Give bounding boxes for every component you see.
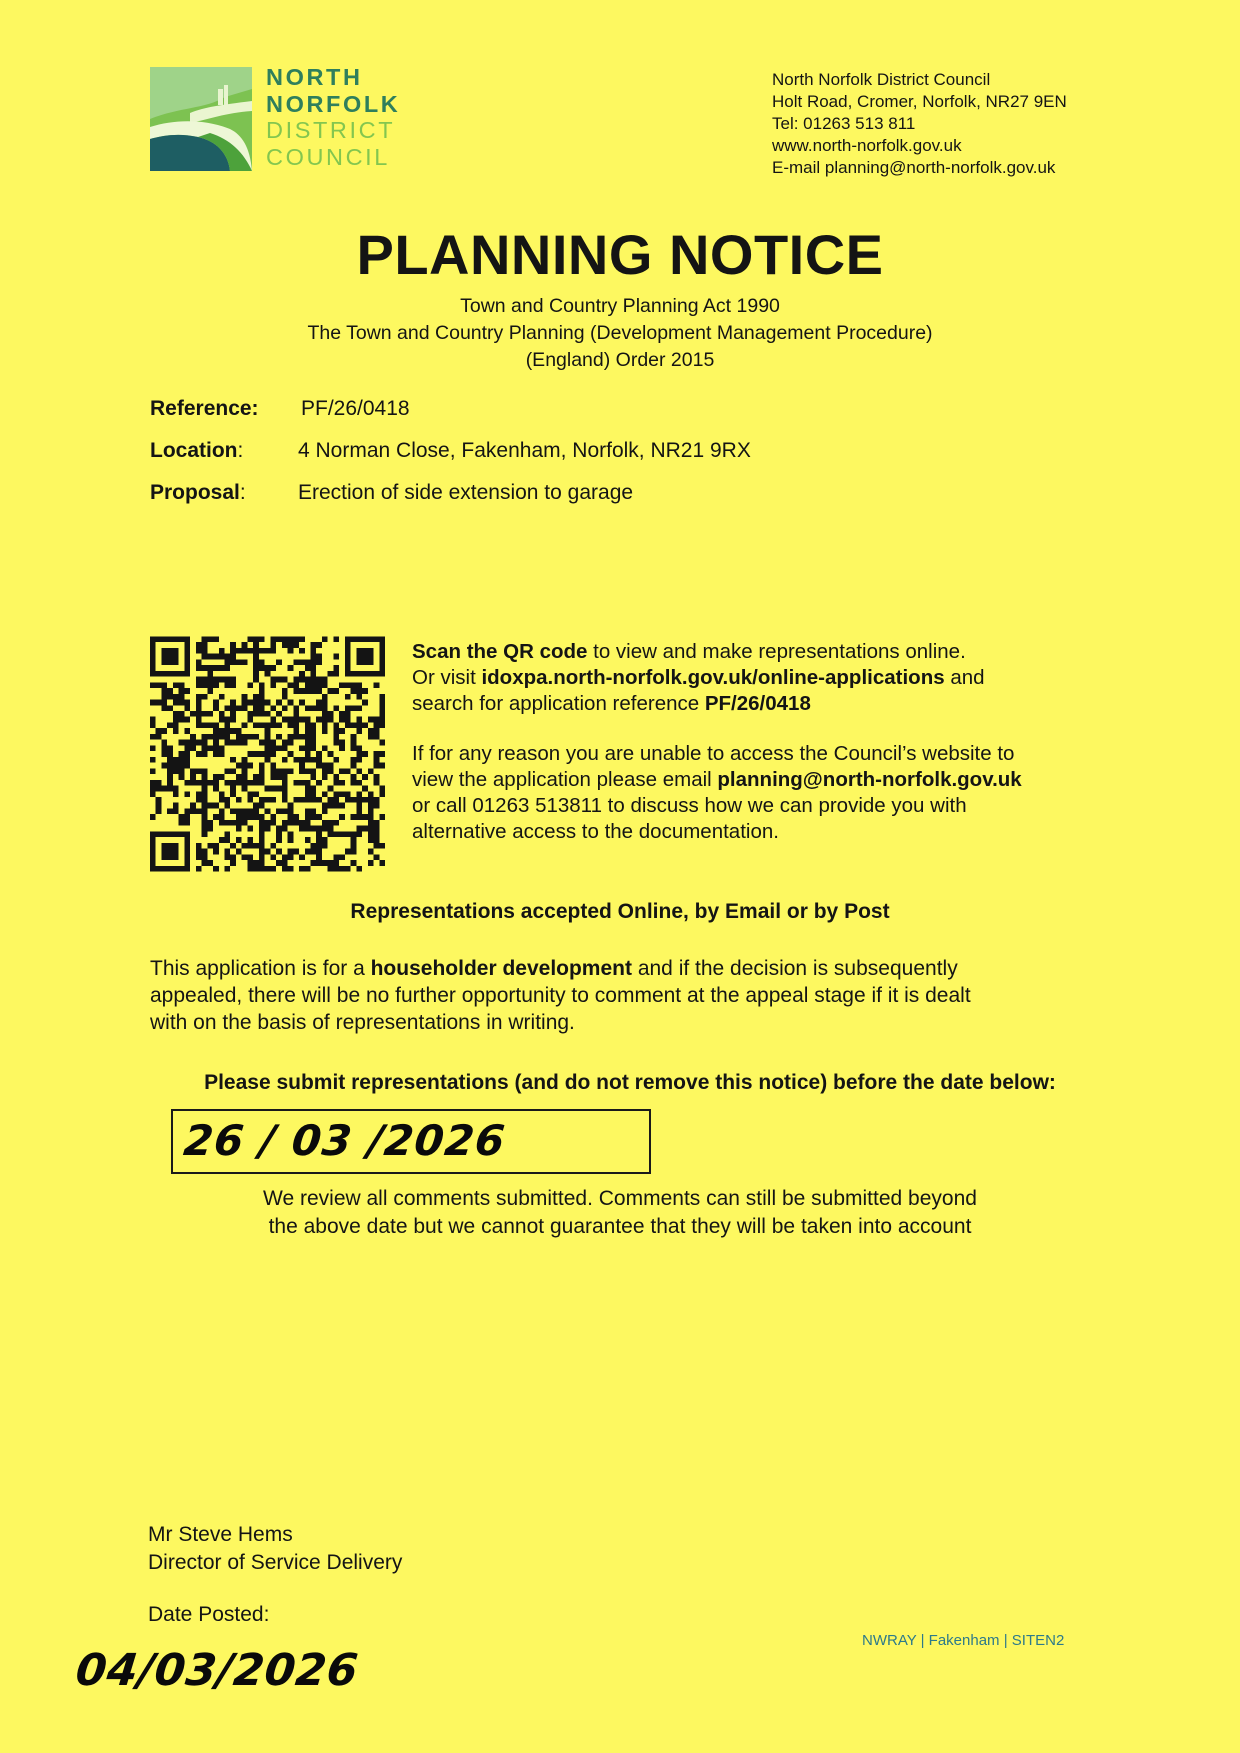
contact-block [772,69,1067,179]
householder-line-2: appealed, there will be no further opportunity to comment at the appeal stage if it is dealt [150,984,971,1007]
access-line-1: If for any reason you are unable to access the Council’s website to [412,742,1015,765]
scan-paragraph [412,639,1112,717]
scan-bold: Scan the QR code [412,640,588,663]
access-line-3: or call 01263 513811 to discuss how we can provide you with [412,794,967,817]
review-note [0,1185,1240,1241]
representations-accepted-heading: Representations accepted Online, by Email or by Post [350,900,890,923]
council-logo-icon [150,67,252,171]
subtitle-line: Town and Country Planning Act 1990 [460,295,780,317]
signatory-name: Mr Steve Hems [148,1523,293,1546]
reference-value: PF/26/0418 [301,397,410,420]
date-posted-value: 04/03/2026 [73,1645,361,1696]
contact-tel: Tel: 01263 513 811 [772,114,916,133]
notice-title: PLANNING NOTICE [356,223,884,286]
review-line-2: the above date but we cannot guarantee that they will be taken into account [268,1215,972,1238]
contact-website: www.north-norfolk.gov.uk [772,136,962,155]
site-code: NWRAY | Fakenham | SITEN2 [862,1632,1065,1649]
proposal-label-text: Proposal [150,481,240,504]
signatory-role: Director of Service Delivery [148,1551,403,1574]
planning-email-link[interactable]: planning@north-norfolk.gov.uk [717,768,1022,791]
location-label-text: Location [150,439,238,462]
qr-code-icon[interactable] [150,636,385,872]
access-line-2: view the application please email [412,768,718,791]
visit-prefix: Or visit [412,666,482,689]
proposal-colon: : [239,481,246,504]
access-line-4: alternative access to the documentation. [412,820,779,843]
contact-email: E-mail planning@north-norfolk.gov.uk [772,158,1056,177]
proposal-value: Erection of side extension to garage [298,481,634,504]
contact-name: North Norfolk District Council [772,70,991,89]
access-paragraph [412,741,1112,845]
scan-rest: to view and make representations online. [587,640,966,663]
subtitle-line: (England) Order 2015 [525,349,715,371]
householder-paragraph [150,955,1110,1036]
location-label [150,439,243,463]
visit-suffix: and [944,666,985,689]
householder-suffix: and if the decision is subsequently [631,957,958,980]
date-posted-label: Date Posted: [148,1603,270,1626]
legislation-subtitles [0,293,1240,374]
search-reference: PF/26/0418 [704,692,811,715]
contact-address: Holt Road, Cromer, Norfolk, NR27 9EN [772,92,1067,111]
signatory-block [148,1521,402,1577]
householder-line-3: with on the basis of representations in writing. [150,1011,575,1034]
location-value: 4 Norman Close, Fakenham, Norfolk, NR21 9RX [298,439,751,462]
householder-prefix: This application is for a [150,957,371,980]
proposal-label [150,481,246,505]
council-logo-wordmark [266,64,400,170]
logo-line-district: DISTRICT [266,117,396,143]
logo-line-norfolk: NORFOLK [266,90,401,117]
location-colon: : [237,439,244,462]
logo-line-council: COUNCIL [266,143,390,170]
logo-line-north: NORTH [266,64,363,90]
qr-modules [150,637,385,872]
subtitle-line: The Town and Country Planning (Development Management Procedure) [307,322,933,344]
submit-instruction: Please submit representations (and do not remove this notice) before the date below: [204,1071,1056,1094]
householder-bold: householder development [370,957,632,980]
online-access-text [412,639,1112,869]
review-line-1: We review all comments submitted. Comments can still be submitted beyond [263,1187,977,1210]
search-text: search for application reference [412,692,705,715]
deadline-date: 26 / 03 /2026 [181,1116,508,1165]
applications-link[interactable]: idoxpa.north-norfolk.gov.uk/online-applications [481,666,945,689]
reference-label: Reference: [150,397,259,420]
